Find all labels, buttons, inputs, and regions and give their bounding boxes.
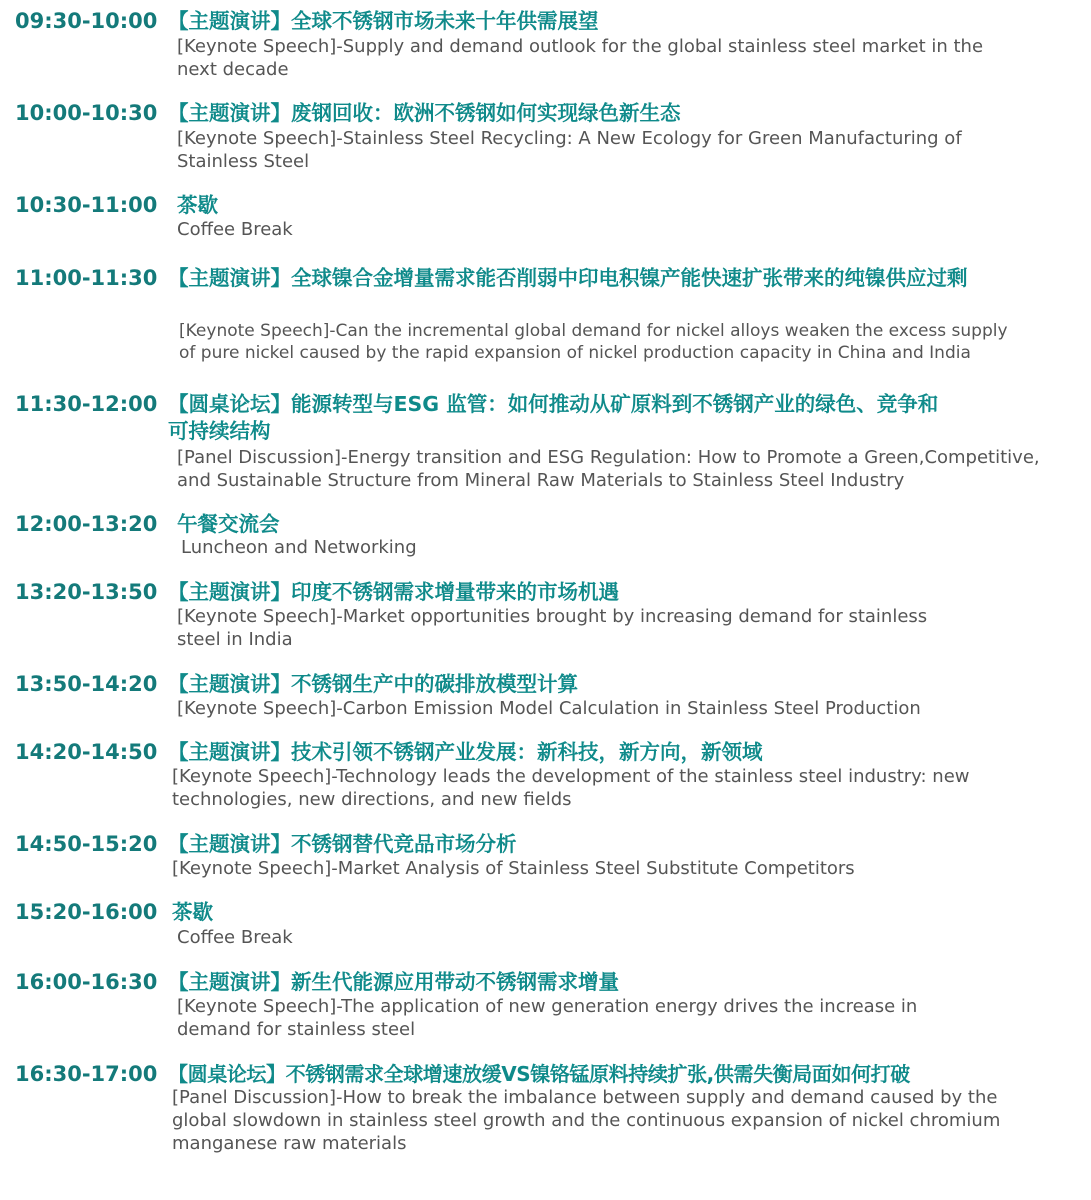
session-time: 16:00-16:30 [15,970,158,994]
session-title-zh: 【主题演讲】全球不锈钢市场未来十年供需展望 [168,9,599,33]
session-time: 15:20-16:00 [15,900,158,924]
session-time: 13:50-14:20 [15,672,158,696]
session-time: 09:30-10:00 [15,9,158,33]
session-title-zh: 【圆桌论坛】能源转型与ESG 监管：如何推动从矿原料到不锈钢产业的绿色、竞争和可持续结构 [168,392,939,443]
session-title-en: [Keynote Speech]-Technology leads the development of the stainless steel industry: new technologies, new directions, and new fields [172,766,970,810]
session-title-en: [Panel Discussion]-Energy transition and ESG Regulation: How to Promote a Green,Competitive, and Sustainable Structure from Mineral Raw Materials to Stainless Steel Industry [177,447,1040,491]
session-time: 16:30-17:00 [15,1062,158,1086]
session-title-en: [Keynote Speech]-Can the incremental global demand for nickel alloys weaken the excess supply of pure nickel caused by the rapid expansion of nickel production capacity in China and India [179,321,1008,363]
session-title-zh: 【圆桌论坛】不锈钢需求全球增速放缓VS镍铬锰原料持续扩张,供需失衡局面如何打破 [168,1062,910,1086]
session-title-zh: 【主题演讲】不锈钢生产中的碳排放模型计算 [168,672,578,696]
session-title-zh: 【主题演讲】全球镍合金增量需求能否削弱中印电积镍产能快速扩张带来的纯镍供应过剩 [168,266,968,290]
session-title-en: [Keynote Speech]-Stainless Steel Recycling: A New Ecology for Green Manufacturing of Stainless Steel [177,128,962,172]
session-title-zh: 茶歇 [177,193,218,217]
session-title-en: [Keynote Speech]-Supply and demand outlook for the global stainless steel market in the next decade [177,36,984,80]
session-title-en: [Panel Discussion]-How to break the imbalance between supply and demand caused by the global slowdown in stainless steel growth and the continuous expansion of nickel chromium manganese raw materials [172,1087,1001,1154]
session-title-en: [Keynote Speech]-Market opportunities brought by increasing demand for stainless steel in India [177,606,928,650]
session-time: 14:50-15:20 [15,832,158,856]
session-time: 13:20-13:50 [15,580,158,604]
session-title-en: Luncheon and Networking [181,537,417,558]
session-time: 10:30-11:00 [15,193,158,217]
session-title-en: [Keynote Speech]-Market Analysis of Stainless Steel Substitute Competitors [172,858,855,879]
session-title-zh: 【主题演讲】技术引领不锈钢产业发展：新科技，新方向，新领域 [168,740,763,764]
session-title-en: [Keynote Speech]-Carbon Emission Model Calculation in Stainless Steel Production [177,698,921,719]
session-time: 12:00-13:20 [15,512,158,536]
session-title-zh: 【主题演讲】印度不锈钢需求增量带来的市场机遇 [168,580,619,604]
session-title-zh: 【主题演讲】不锈钢替代竞品市场分析 [168,832,517,856]
session-title-zh: 【主题演讲】新生代能源应用带动不锈钢需求增量 [168,970,619,994]
session-title-en: Coffee Break [177,219,293,240]
session-time: 11:00-11:30 [15,266,158,290]
session-time: 14:20-14:50 [15,740,158,764]
session-title-zh: 午餐交流会 [177,512,280,536]
session-time: 11:30-12:00 [15,392,158,416]
session-title-en: [Keynote Speech]-The application of new generation energy drives the increase in demand for stainless steel [177,996,918,1040]
session-title-zh: 茶歇 [172,900,213,924]
session-title-zh: 【主题演讲】废钢回收：欧洲不锈钢如何实现绿色新生态 [168,101,681,125]
session-title-en: Coffee Break [177,927,293,948]
session-time: 10:00-10:30 [15,101,158,125]
